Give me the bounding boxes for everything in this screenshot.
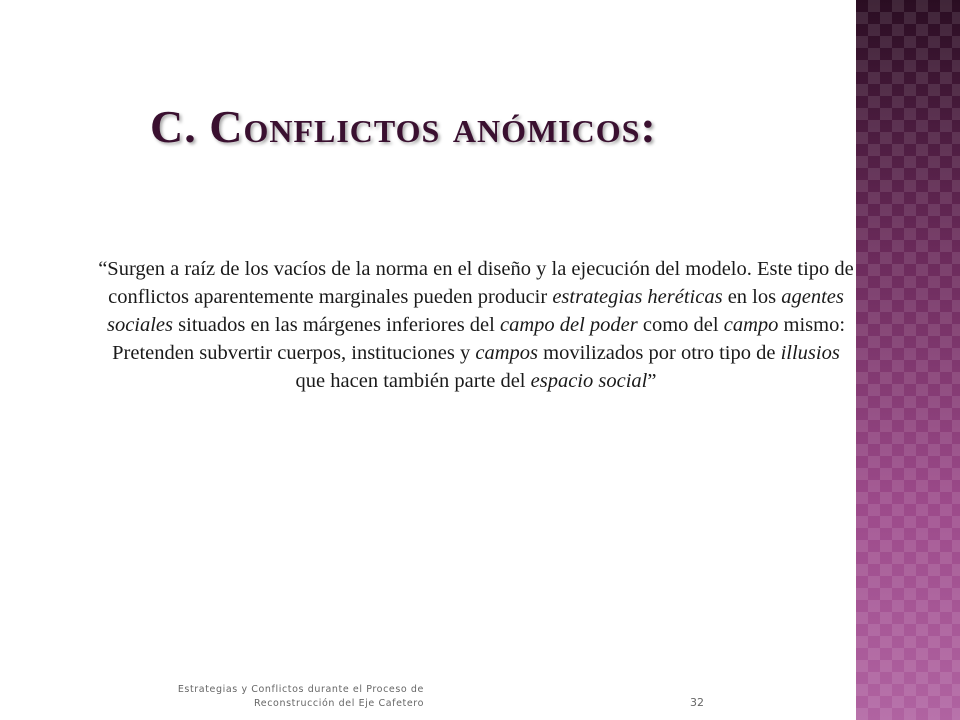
quote-segment: en los (722, 286, 782, 308)
page-number: 32 (690, 696, 704, 709)
quote-segment: “Surgen a raíz de los vacíos de la norma en el diseño y la ejecución del modelo. Este tipo de conflictos aparentemente marginales pueden producir (98, 258, 854, 308)
quote-segment: ” (647, 370, 657, 392)
quote-segment-italic: campo (723, 314, 779, 336)
quote-segment-italic: agentes sociales (106, 286, 844, 336)
footer-line: Estrategias y Conflictos durante el Proceso de (177, 684, 424, 695)
quote-segment: situados en las márgenes inferiores del (173, 314, 500, 336)
quote-text (96, 255, 856, 395)
footer-text (140, 683, 424, 711)
quote-segment: como del (637, 314, 724, 336)
quote-segment: que hacen también parte del (295, 370, 531, 392)
quote-segment-italic: campos (475, 342, 539, 364)
quote-segment-italic: illusios (780, 342, 840, 364)
quote-segment-italic: estrategias heréticas (552, 286, 723, 308)
quote-segment: mismo: Pretenden subvertir cuerpos, instituciones y (112, 314, 846, 364)
slide-title: C. Conflictos anómicos: (150, 101, 657, 152)
quote-segment: movilizados por otro tipo de (538, 342, 781, 364)
decorative-side-panel (856, 0, 960, 720)
footer-line: Reconstrucción del Eje Cafetero (254, 698, 424, 709)
quote-segment-italic: espacio social (530, 370, 648, 392)
quote-segment-italic: campo del poder (499, 314, 638, 336)
